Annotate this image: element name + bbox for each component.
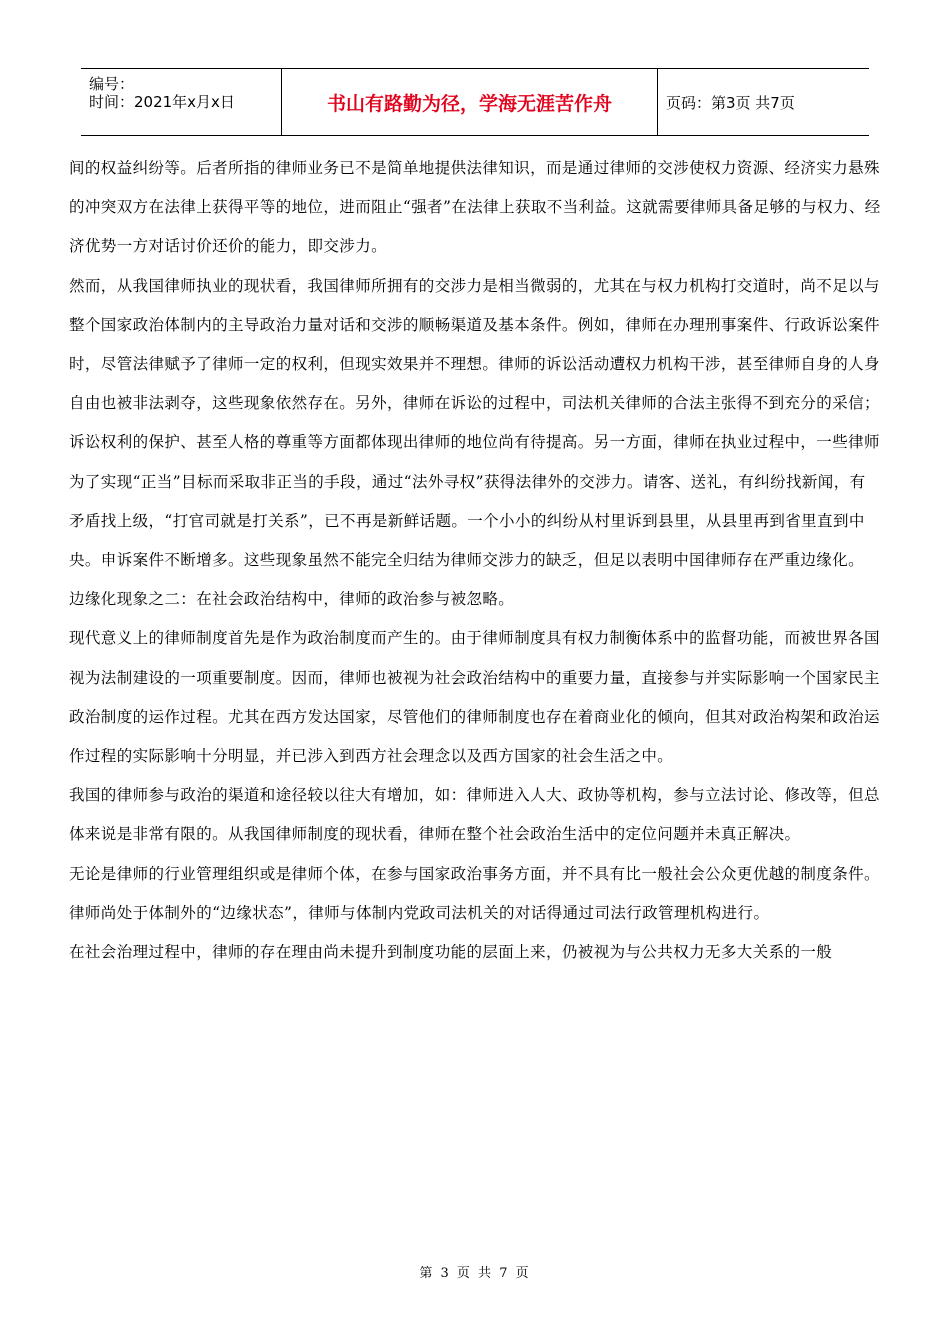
paragraph: 现代意义上的律师制度首先是作为政治制度而产生的。由于律师制度具有权力制衡体系中的监督功能，而被世界各国视为法制建设的一项重要制度。因而，律师也被视为社会政治结构中的重要力量，直接参与并实际影响一个国家民主政治制度的运作过程。尤其在西方发达国家，尽管他们的律师制度也存在着商业化的倾向，但其对政治构架和政治运作过程的实际影响十分明显，并已涉入到西方社会理念以及西方国家的社会生活之中。: [69, 629, 880, 766]
page-footer: 第 3 页 共 7 页: [419, 1266, 531, 1281]
header-meta-cell: [81, 69, 282, 135]
paragraph: 然而，从我国律师执业的现状看，我国律师所拥有的交涉力是相当微弱的，尤其在与权力机构打交道时，尚不足以与整个国家政治体制内的主导政治力量对话和交涉的顺畅渠道及基本条件。例如，律师在办理刑事案件、行政诉讼案件时，尽管法律赋予了律师一定的权利，但现实效果并不理想。律师的诉讼活动遭权力机构干涉，甚至律师自身的人身自由也被非法剥夺，这些现象依然存在。另外，律师在诉讼的过程中，司法机关律师的合法主张得不到充分的采信；诉讼权利的保护、甚至人格的尊重等方面都体现出律师的地位尚有待提高。另一方面，律师在执业过程中，一些律师为了实现“正当”目标而采取非正当的手段，通过“法外寻权”获得法律外的交涉力。请客、送礼，有纠纷找新闻，有矛盾找上级，“打官司就是打关系”，已不再是新鲜话题。一个小小的纠纷从村里诉到县里，从县里再到省里直到中央。申诉案件不断增多。这些现象虽然不能完全归结为律师交涉力的缺乏，但足以表明中国律师存在严重边缘化。: [69, 276, 880, 570]
document-header: [81, 68, 869, 136]
paragraph: 我国的律师参与政治的渠道和途径较以往大有增加，如：律师进入人大、政协等机构，参与立法讨论、修改等，但总体来说是非常有限的。从我国律师制度的现状看，律师在整个社会政治生活中的定位问题并未真正解决。: [69, 786, 880, 844]
header-motto-cell: [282, 69, 658, 135]
doc-number-label: 编号：: [89, 75, 135, 93]
paragraph: 无论是律师的行业管理组织或是律师个体，在参与国家政治事务方面，并不具有比一般社会公众更优越的制度条件。律师尚处于体制外的“边缘状态”，律师与体制内党政司法机关的对话得通过司法行政管理机构进行。: [69, 864, 880, 922]
paragraph: 间的权益纠纷等。后者所指的律师业务已不是简单地提供法律知识，而是通过律师的交涉使权力资源、经济实力悬殊的冲突双方在法律上获得平等的地位，进而阻止“强者”在法律上获取不当利益。这就需要律师具备足够的与权力、经济优势一方对话讨价还价的能力，即交涉力。: [69, 159, 881, 256]
paragraph: 边缘化现象之二：在社会政治结构中，律师的政治参与被忽略。: [69, 590, 515, 609]
paragraph: 在社会治理过程中，律师的存在理由尚未提升到制度功能的层面上来，仍被视为与公共权力无多大关系的一般: [69, 943, 833, 962]
header-page-info: 页码：第3页 共7页: [666, 93, 795, 112]
doc-date: 时间：2021年x月x日: [89, 93, 235, 111]
motto-text: 书山有路勤为径，学海无涯苦作舟: [326, 92, 612, 115]
document-body: [69, 149, 881, 972]
header-page-cell: [658, 69, 869, 135]
